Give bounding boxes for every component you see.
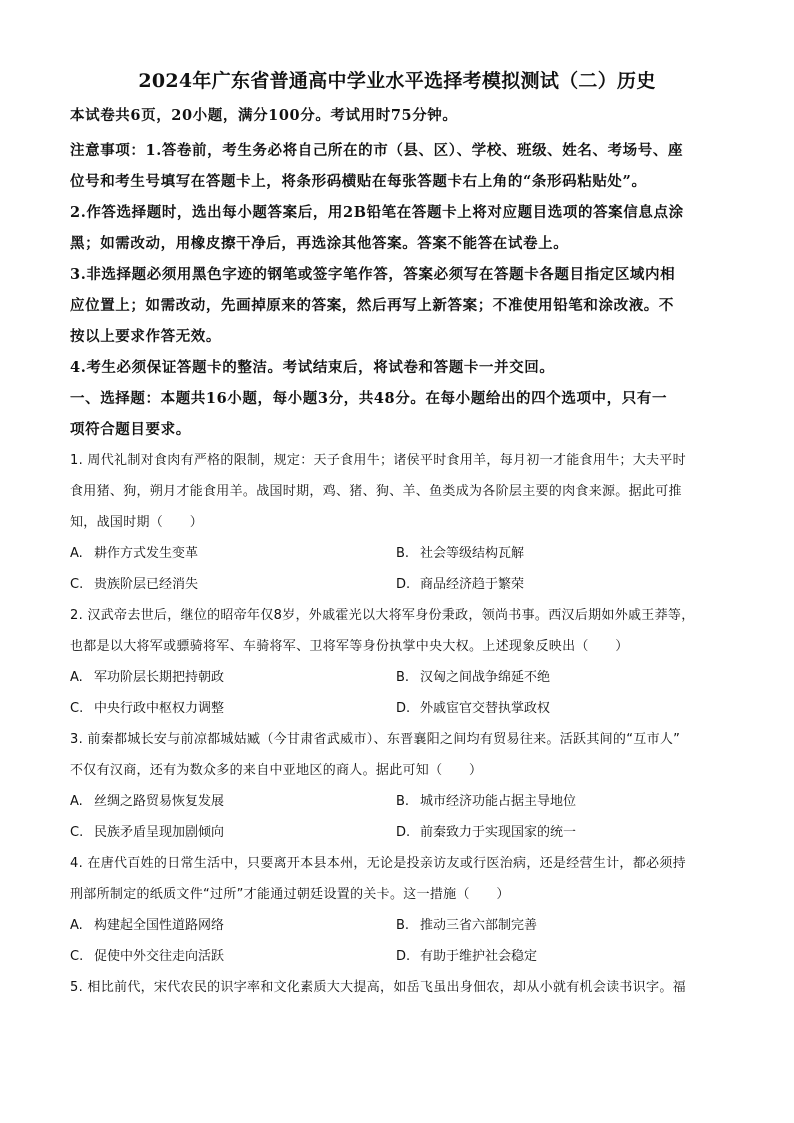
question-1-text: 食用猪、狗，朔月才能食用羊。战国时期，鸡、猪、狗、羊、鱼类成为各阶层主要的肉食来源。据此可推	[70, 484, 682, 499]
question-2-option-c	[70, 699, 224, 719]
question-2-option-a	[70, 668, 224, 688]
option-text: 耕作方式发生变革	[94, 546, 199, 561]
notes-line: 位号和考生号填写在答题卡上，将条形码横贴在每张答题卡右上角的“条形码粘贴处”。	[70, 173, 647, 190]
question-3-text: 3. 前秦都城长安与前凉都城姑臧（今甘肃省武威市）、东晋襄阳之间均有贸易往来。活跃其间的“互市人”	[70, 732, 681, 747]
notes-line: 注意事项：1.答卷前，考生务必将自己所在的市（县、区）、学校、班级、姓名、考场号、座	[70, 142, 684, 159]
notes-line: 2.作答选择题时，选出每小题答案后，用2B铅笔在答题卡上将对应题目选项的答案信息点涂	[70, 204, 684, 221]
notes-line: 3.非选择题必须用黑色字迹的钢笔或签字笔作答，答案必须写在答题卡各题目指定区域内相	[70, 266, 676, 283]
question-3-option-d	[396, 823, 576, 843]
question-2-option-d	[396, 699, 550, 719]
option-letter: D.	[396, 577, 411, 592]
option-letter: C.	[70, 825, 84, 840]
option-text: 前秦致力于实现国家的统一	[420, 825, 577, 840]
question-3-option-b	[396, 792, 576, 812]
question-3-option-c	[70, 823, 224, 843]
option-letter: D.	[396, 825, 411, 840]
question-5-text: 5. 相比前代，宋代农民的识字率和文化素质大大提高，如岳飞虽出身佃农，却从小就有机会读书识字。福	[70, 980, 686, 995]
question-4-text: 4. 在唐代百姓的日常生活中，只要离开本县本州，无论是投亲访友或行医治病，还是经营生计，都必须持	[70, 856, 686, 871]
option-letter: A.	[70, 918, 83, 933]
option-text: 外戚宦官交替执掌政权	[420, 701, 551, 716]
option-text: 城市经济功能占据主导地位	[420, 794, 577, 809]
question-2-option-b	[396, 668, 550, 688]
option-text: 汉匈之间战争绵延不绝	[420, 670, 551, 685]
question-4-option-b	[396, 916, 537, 936]
section-heading: 一、选择题：本题共16小题，每小题3分，共48分。在每小题给出的四个选项中，只有一	[70, 390, 668, 407]
option-letter: A.	[70, 670, 83, 685]
question-1-option-d	[396, 575, 524, 595]
option-letter: A.	[70, 794, 83, 809]
option-text: 丝绸之路贸易恢复发展	[94, 794, 225, 809]
option-letter: C.	[70, 577, 84, 592]
option-text: 中央行政中枢权力调整	[94, 701, 225, 716]
option-letter: B.	[396, 794, 410, 809]
option-letter: C.	[70, 701, 84, 716]
option-text: 促使中外交往走向活跃	[94, 949, 225, 964]
option-letter: C.	[70, 949, 84, 964]
question-4-option-c	[70, 947, 224, 967]
option-text: 商品经济趋于繁荣	[420, 577, 525, 592]
option-letter: D.	[396, 701, 411, 716]
question-4-option-a	[70, 916, 224, 936]
notes-line: 按以上要求作答无效。	[70, 328, 221, 345]
notes-line: 4.考生必须保证答题卡的整洁。考试结束后，将试卷和答题卡一并交回。	[70, 359, 555, 376]
section-heading: 项符合题目要求。	[70, 421, 191, 438]
question-1-option-c	[70, 575, 198, 595]
question-3-text: 不仅有汉商，还有为数众多的来自中亚地区的商人。据此可知（ ）	[70, 763, 483, 778]
option-text: 社会等级结构瓦解	[420, 546, 525, 561]
question-2-text: 也都是以大将军或骠骑将军、车骑将军、卫将军等身份执掌中央大权。上述现象反映出（ ）	[70, 639, 629, 654]
question-4-text: 刑部所制定的纸质文件“过所”才能通过朝廷设置的关卡。这一措施（ ）	[70, 887, 510, 902]
option-text: 贵族阶层已经消失	[94, 577, 199, 592]
option-text: 军功阶层长期把持朝政	[94, 670, 225, 685]
question-1-text: 知，战国时期（ ）	[70, 515, 204, 530]
option-letter: B.	[396, 670, 410, 685]
option-text: 推动三省六部制完善	[420, 918, 538, 933]
option-letter: A.	[70, 546, 83, 561]
option-letter: B.	[396, 546, 410, 561]
question-1-option-b	[396, 544, 524, 564]
question-1-option-a	[70, 544, 198, 564]
question-2-text: 2. 汉武帝去世后，继位的昭帝年仅8岁，外戚霍光以大将军身份秉政，领尚书事。西汉后期如外戚王莽等，	[70, 608, 695, 623]
option-letter: D.	[396, 949, 411, 964]
notes-line: 黑；如需改动，用橡皮擦干净后，再选涂其他答案。答案不能答在试卷上。	[70, 235, 569, 252]
question-1-text: 1. 周代礼制对食肉有严格的限制，规定：天子食用牛；诸侯平时食用羊，每月初一才能食用牛；大夫平时	[70, 453, 686, 468]
question-4-option-d	[396, 947, 537, 967]
option-letter: B.	[396, 918, 410, 933]
option-text: 民族矛盾呈现加剧倾向	[94, 825, 225, 840]
exam-intro: 本试卷共6页，20小题，满分100分。考试用时75分钟。	[70, 107, 458, 124]
option-text: 有助于维护社会稳定	[420, 949, 538, 964]
option-text: 构建起全国性道路网络	[94, 918, 225, 933]
question-3-option-a	[70, 792, 224, 812]
page-title: 2024年广东省普通高中学业水平选择考模拟测试（二）历史	[138, 70, 656, 92]
notes-line: 应位置上；如需改动，先画掉原来的答案，然后再写上新答案；不准使用铅笔和涂改液。不	[70, 297, 674, 314]
